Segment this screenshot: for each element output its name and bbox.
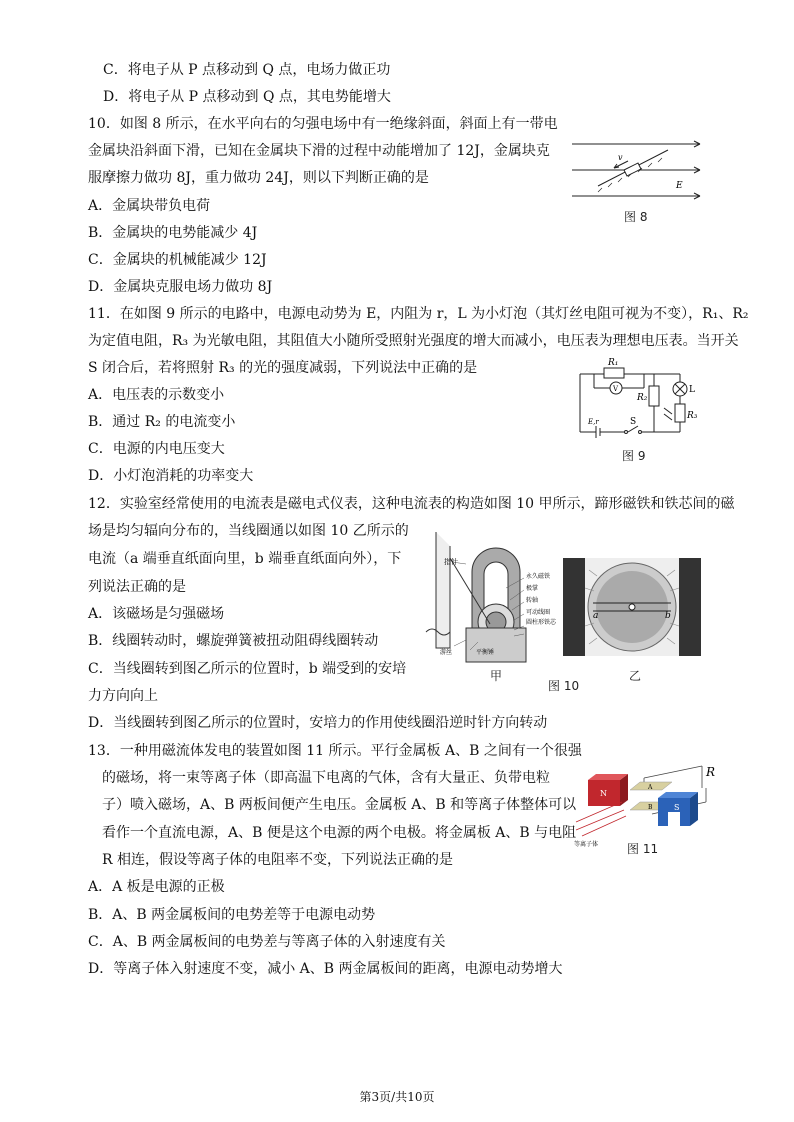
q10-stem-3: 服摩擦力做功 8J，重力做功 24J，则以下判断正确的是 [88, 170, 429, 186]
fig10-a-label: a [593, 611, 599, 621]
q12-stem-4: 列说法正确的是 [88, 579, 186, 595]
q10-stem-2: 金属块沿斜面下滑，已知在金属块下滑的过程中动能增加了 12J，金属块克 [88, 143, 550, 159]
fig10-label-magnet: 永久磁铁 [526, 573, 551, 580]
fig11-n-label: N [600, 789, 607, 798]
fig11-b-label: B [648, 804, 653, 811]
figure-8-caption: 图 8 [624, 210, 648, 224]
q13-option-b: B．A、B 两金属板间的电势差等于电源电动势 [88, 907, 376, 923]
figure-10-jia-ammeter [406, 528, 556, 668]
q11-option-c: C．电源的内电压变大 [88, 441, 225, 457]
q13-option-c: C．A、B 两金属板间的电势差与等离子体的入射速度有关 [88, 934, 446, 950]
fig10-label-balance: 平衡锤 [476, 649, 495, 656]
fig11-r-label: R [706, 765, 716, 779]
q12-option-a: A．该磁场是匀强磁场 [88, 606, 225, 622]
q13-stem-5: R 相连，假设等离子体的电阻率不变，下列说法正确的是 [102, 852, 453, 868]
q11-option-d: D．小灯泡消耗的功率变大 [88, 468, 254, 484]
q12-option-d: D．当线圈转到图乙所示的位置时，安培力的作用使线圈沿逆时针方向转动 [88, 715, 548, 731]
fig10-label-coil: 可动线圈 [526, 609, 551, 616]
fig9-r3-label: R₃ [687, 411, 698, 421]
q12-stem-2: 场是均匀辐向分布的，当线圈通以如图 10 乙所示的 [88, 523, 409, 539]
q12-stem-1: 12．实验室经常使用的电流表是磁电式仪表，这种电流表的构造如图 10 甲所示，蹄形磁铁和铁芯间的磁 [88, 496, 735, 512]
fig9-switch-label: S [630, 417, 637, 427]
q11-option-a: A．电压表的示数变小 [88, 387, 225, 403]
q10-option-d: D．金属块克服电场力做功 8J [88, 279, 273, 295]
figure-10-yi-coil [563, 558, 701, 656]
q13-stem-3: 子）喷入磁场，A、B 两板间便产生电压。金属板 A、B 和等离子体整体可以 [102, 797, 577, 813]
q12-option-c-2: 力方向向上 [88, 688, 158, 704]
fig9-r1-label: R₁ [608, 358, 619, 368]
figure-10-caption: 图 10 [548, 679, 580, 693]
fig9-r2-label: R₂ [637, 393, 648, 403]
fig10-b-label: b [665, 611, 671, 621]
fig10-label-axis: 转轴 [526, 597, 539, 604]
q10-option-b: B．金属块的电势能减少 4J [88, 225, 258, 241]
q9-option-d: D．将电子从 P 点移动到 Q 点，其电势能增大 [103, 89, 391, 105]
fig9-lamp-label: L [689, 385, 695, 395]
figure-10-jia-label: 甲 [490, 669, 503, 683]
q13-stem-1: 13．一种用磁流体发电的装置如图 11 所示。平行金属板 A、B 之间有一个很强 [88, 743, 582, 759]
fig8-v-label: v [618, 153, 623, 162]
fig10-label-core: 圆柱形铁芯 [526, 619, 556, 626]
figure-8-incline [568, 136, 708, 206]
q12-option-b: B．线圈转动时，螺旋弹簧被扭动阻碍线圈转动 [88, 633, 379, 649]
fig10-label-pole: 极掌 [526, 585, 539, 592]
q12-stem-3: 电流（a 端垂直纸面向里，b 端垂直纸面向外），下 [88, 551, 402, 567]
q10-stem-1: 10．如图 8 所示，在水平向右的匀强电场中有一绝缘斜面，斜面上有一带电 [88, 116, 558, 132]
fig11-a-label: A [648, 784, 653, 791]
page-footer: 第3页/共10页 [359, 1090, 435, 1104]
q13-option-a: A．A 板是电源的正极 [88, 879, 225, 895]
fig11-s-label: S [674, 803, 680, 812]
q11-stem-1: 11．在如图 9 所示的电路中，电源电动势为 E，内阻为 r，L 为小灯泡（其灯丝电阻可视为不变），R₁、R₂ [88, 306, 749, 322]
figure-9-circuit [574, 356, 704, 442]
figure-11-caption: 图 11 [627, 842, 659, 856]
q9-option-c: C．将电子从 P 点移动到 Q 点，电场力做正功 [103, 62, 391, 78]
q10-option-c: C．金属块的机械能减少 12J [88, 252, 267, 268]
figure-10-yi-label: 乙 [629, 669, 642, 683]
fig10-label-spring: 游丝 [440, 649, 453, 656]
q11-stem-2: 为定值电阻，R₃ 为光敏电阻，其阻值大小随所受照射光强度的增大而减小，电压表为理想电压表。当开关 [88, 333, 739, 349]
q13-stem-2: 的磁场，将一束等离子体（即高温下电离的气体，含有大量正、负带电粒 [102, 770, 550, 786]
fig11-plasma-label: 等离子体 [574, 841, 599, 848]
figure-9-caption: 图 9 [622, 449, 646, 463]
q13-stem-4: 看作一个直流电源，A、B 便是这个电源的两个电极。将金属板 A、B 与电阻 [102, 825, 577, 841]
fig10-label-pointer: 指针 [444, 558, 458, 566]
fig9-voltmeter-label: V [613, 385, 619, 393]
q10-option-a: A．金属块带负电荷 [88, 198, 211, 214]
q12-option-c-1: C．当线圈转到图乙所示的位置时，b 端受到的安培 [88, 661, 407, 677]
fig9-source-label: E,r [588, 418, 599, 426]
q11-stem-3: S 闭合后，若将照射 R₃ 的光的强度减弱，下列说法中正确的是 [88, 360, 478, 376]
fig8-e-label: E [676, 181, 683, 191]
q11-option-b: B．通过 R₂ 的电流变小 [88, 414, 236, 430]
q13-option-d: D．等离子体入射速度不变，减小 A、B 两金属板间的距离，电源电动势增大 [88, 961, 563, 977]
figure-11-mhd-generator [572, 760, 722, 850]
